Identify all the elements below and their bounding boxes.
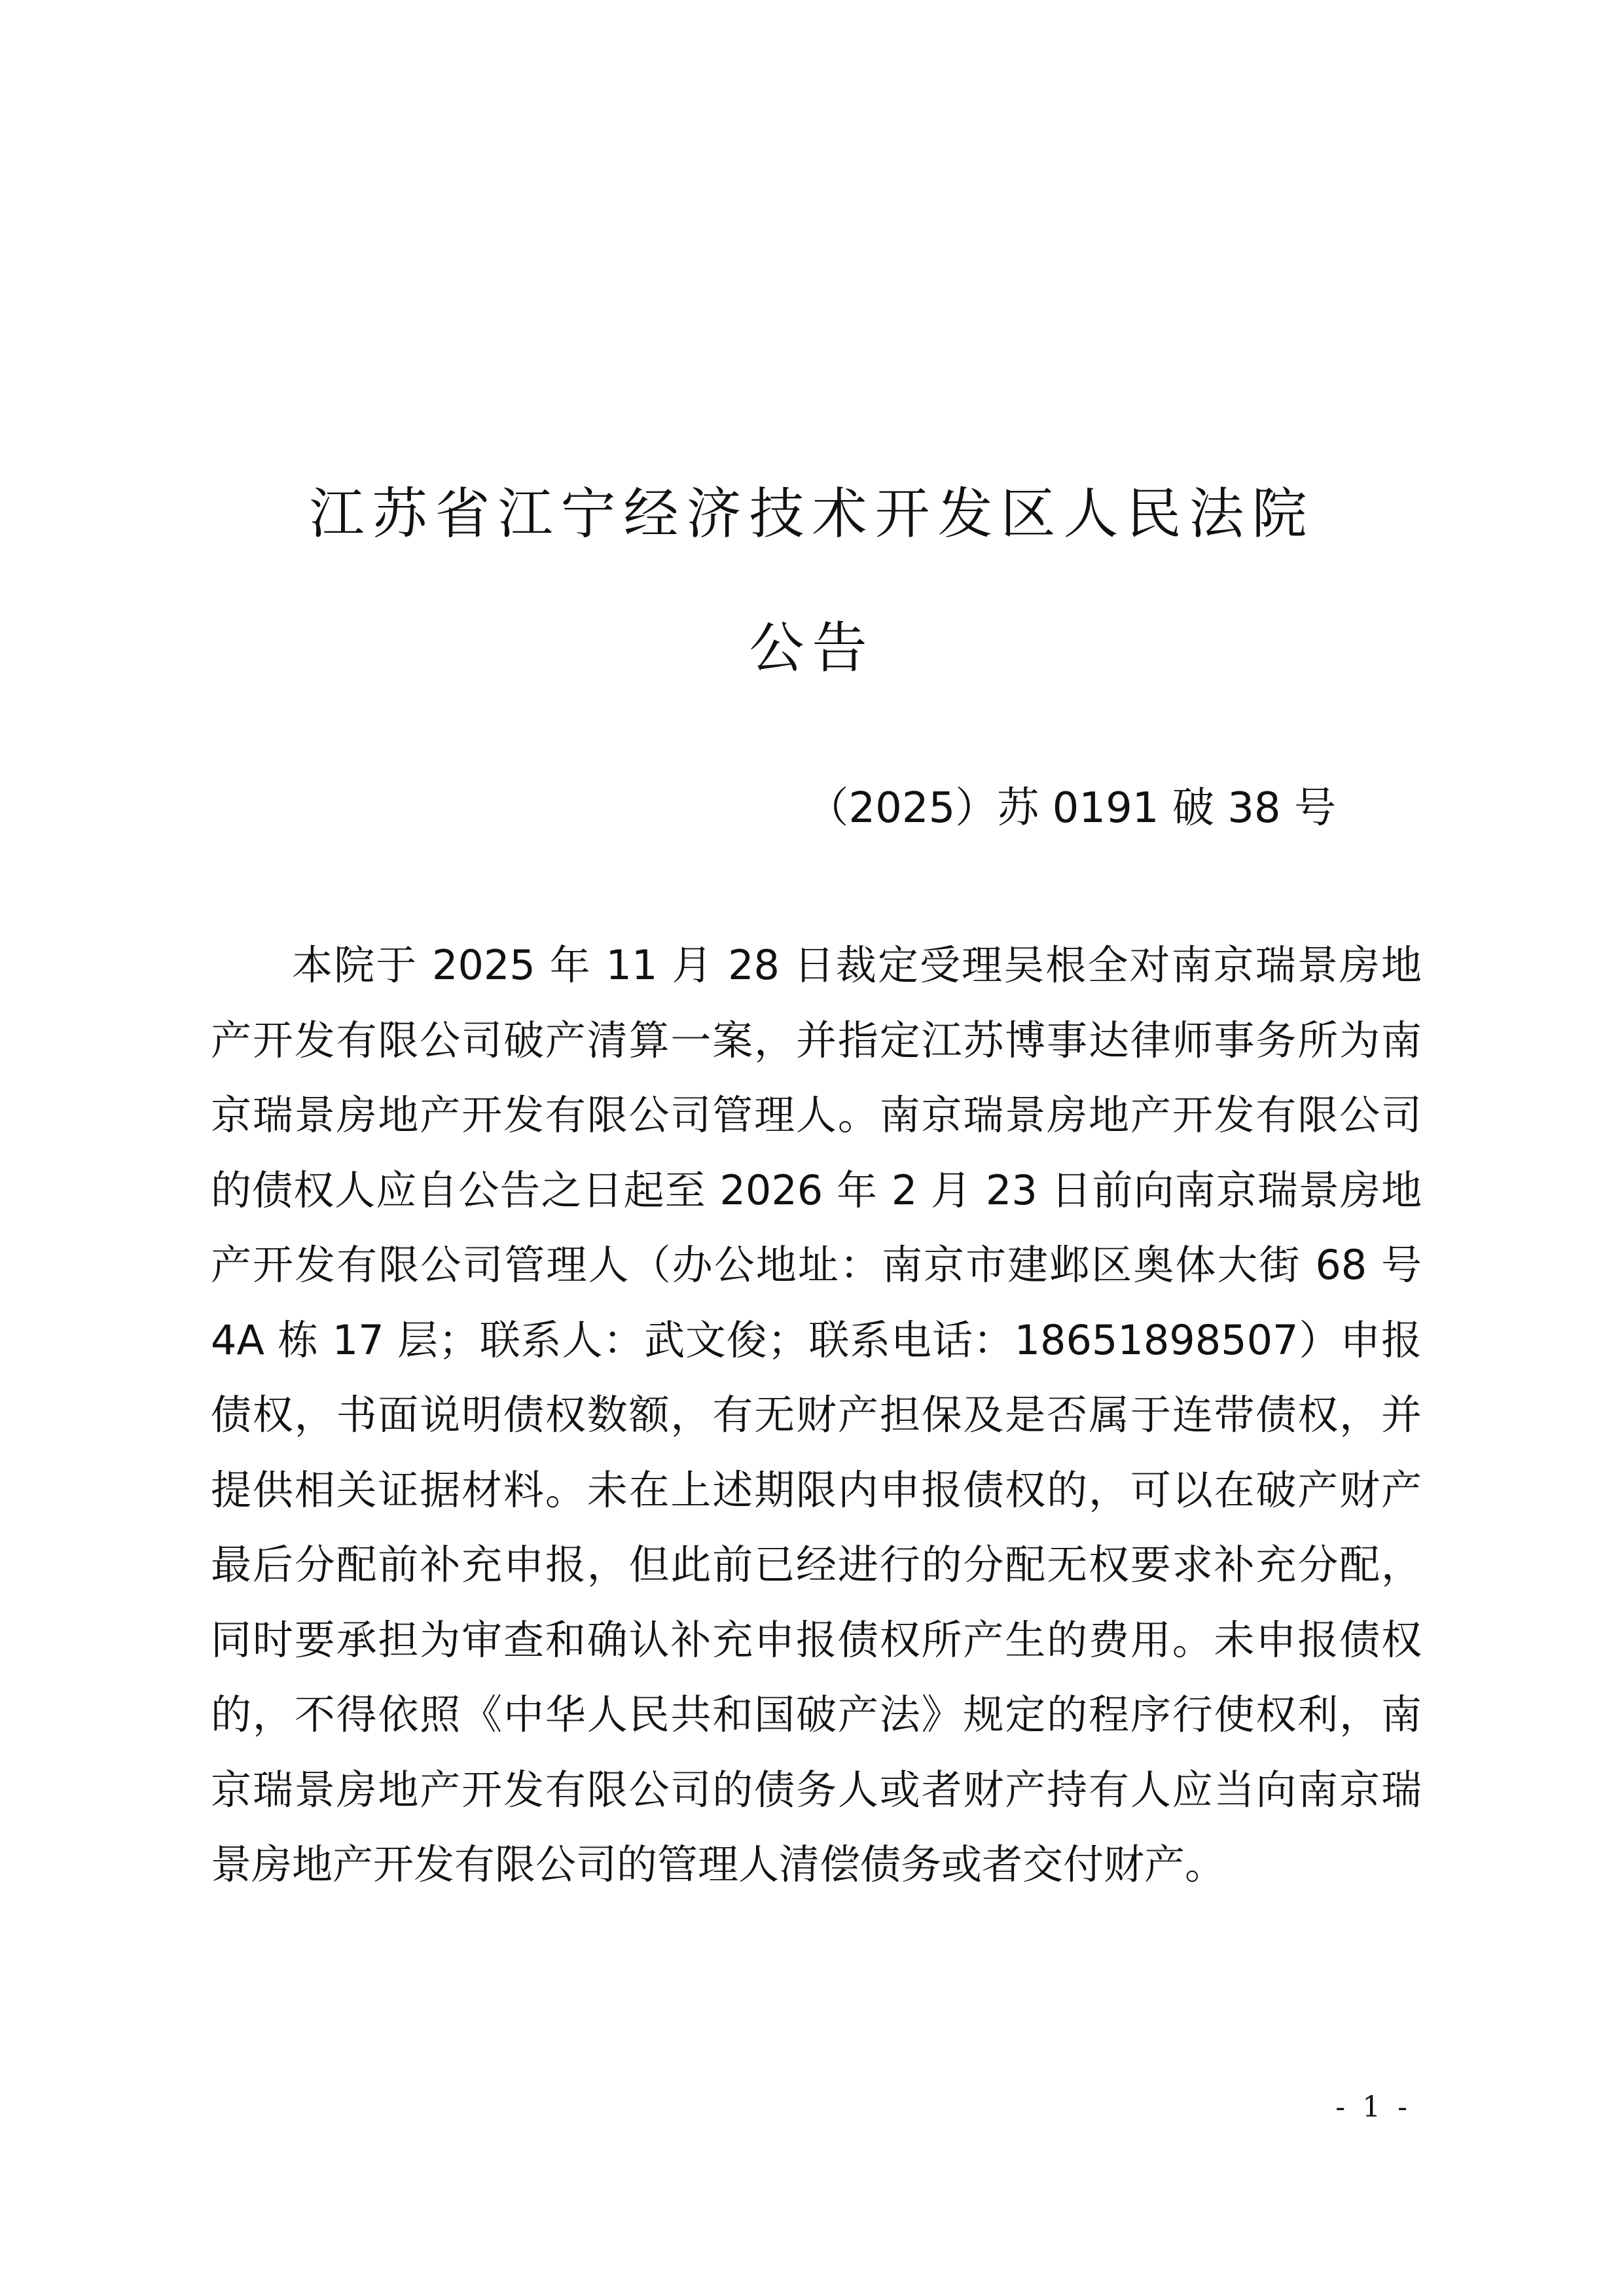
announcement-title: 公告	[749, 616, 875, 680]
page-number: - 1 -	[1335, 2090, 1411, 2124]
court-name-heading: 江苏省江宁经济技术开发区人民法院	[309, 482, 1315, 546]
case-number: （2025）苏 0191 破 38 号	[806, 784, 1336, 833]
announcement-body: 本院于 2025 年 11 月 28 日裁定受理吴根全对南京瑞景房地产开发有限公司破产清算一案，并指定江苏博事达律师事务所为南京瑞景房地产开发有限公司管理人。南京瑞景房地产开发有限公司的债权人应自公告之日起至 2026 年 2 月 23 日前向南京瑞景房地产开发有限公司管理人（办公地址：南京市建邺区奥体大街 68 号 4A 栋 17 层；联系人：武文俊；联系电话：18651898507）申报债权，书面说明债权数额，有无财产担保及是否属于连带债权，并提供相关证据材料。未在上述期限内申报债权的，可以在破产财产最后分配前补充申报，但此前已经进行的分配无权要求补充分配，同时要承担为审查和确认补充申报债权所产生的费用。未申报债权的，不得依照《中华人民共和国破产法》规定的程序行使权利，南京瑞景房地产开发有限公司的债务人或者财产持有人应当向南京瑞景房地产开发有限公司的管理人清偿债务或者交付财产。	[211, 941, 1422, 1888]
